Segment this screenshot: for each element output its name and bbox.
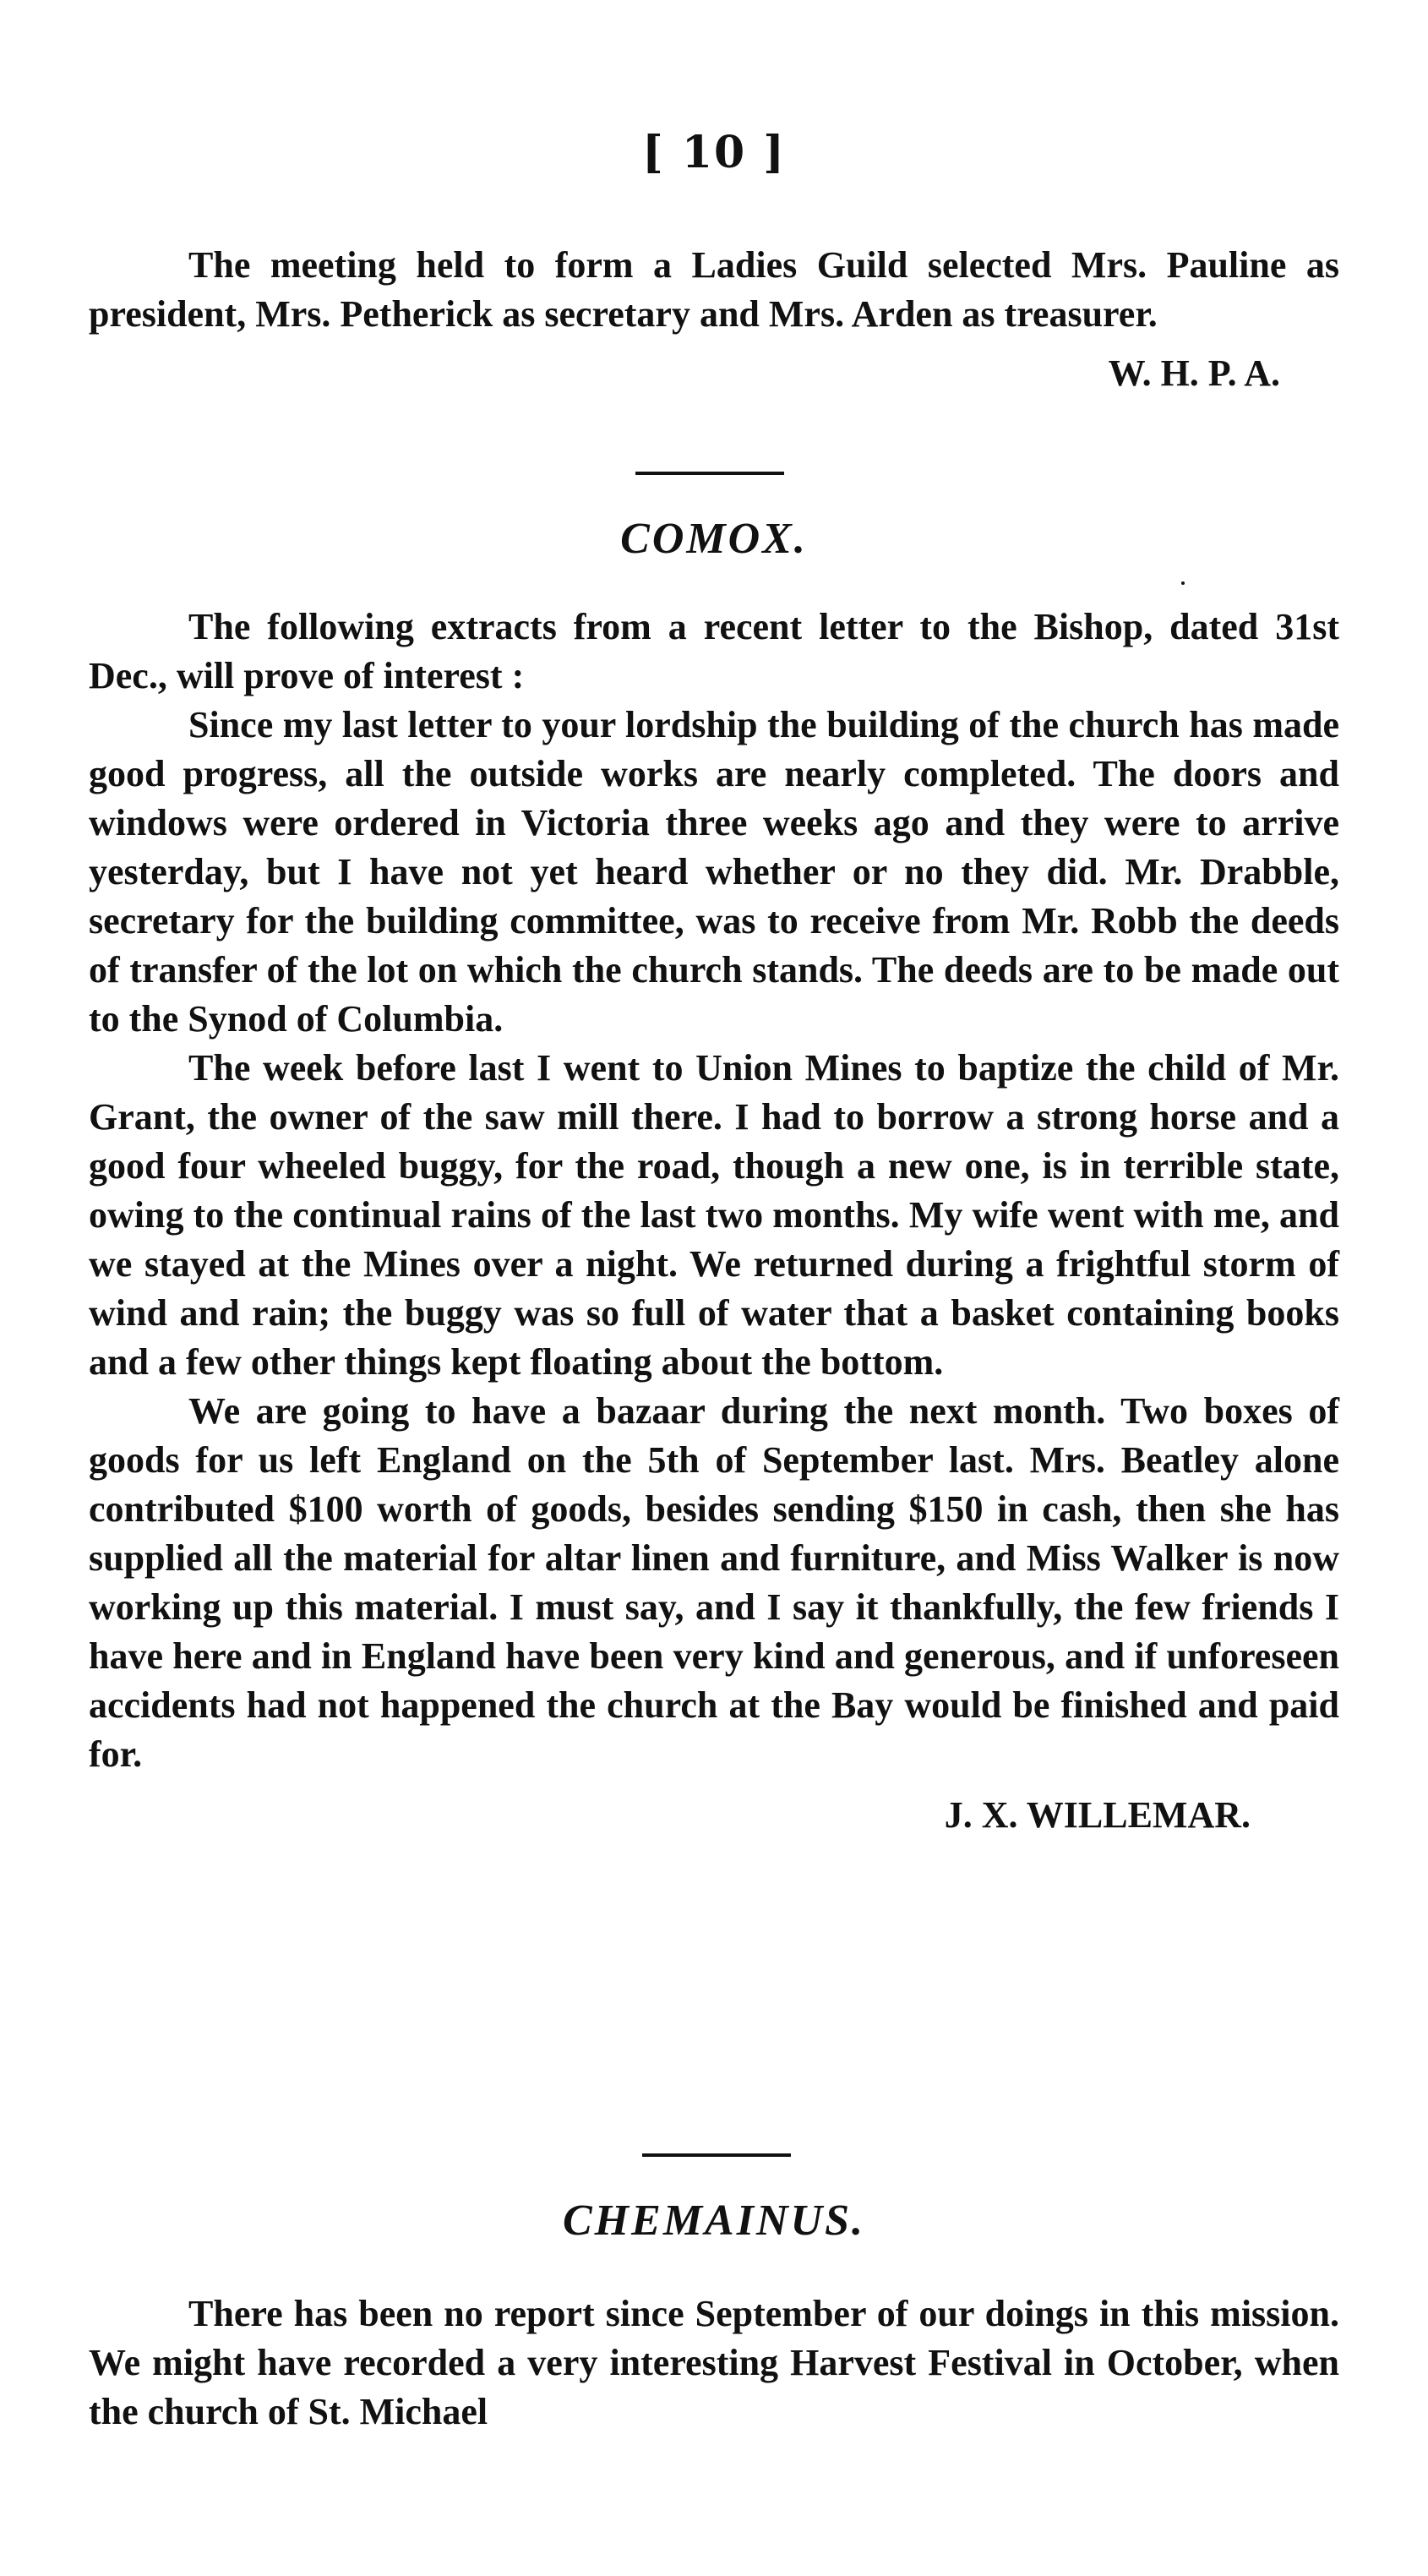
section-divider — [635, 472, 784, 475]
comox-section — [89, 514, 1339, 1840]
chemainus-heading: CHEMAINUS. — [563, 2197, 865, 2245]
comox-heading: COMOX. — [620, 515, 808, 563]
guild-paragraph: The meeting held to form a Ladies Guild selected Mrs. Pauline as president, Mrs. Petherick as secretary and Mrs. Arden as treasurer. — [89, 244, 1339, 335]
comox-paragraph-intro: The following extracts from a recent letter to the Bishop, dated 31st Dec., will prove of interest : — [89, 606, 1339, 696]
guild-signature: W. H. P. A. — [1108, 352, 1280, 394]
comox-paragraph-building: Since my last letter to your lordship the building of the church has made good progress, all the outside works are nearly completed. The doors and windows were ordered in Victoria three weeks ago and they were to arrive yesterday, but I have not yet heard whether or no they did. Mr. Drabble, secretary for the building committee, was to receive from Mr. Robb the deeds of transfer of the lot on which the church stands. The deeds are to be made out to the Synod of Columbia. — [89, 704, 1339, 1040]
guild-section — [89, 241, 1339, 398]
comox-paragraph-bazaar: We are going to have a bazaar during the next month. Two boxes of goods for us left England on the 5th of September last. Mrs. Beatley alone contributed $100 worth of goods, besides sending $150 in cash, then she has supplied all the material for altar linen and furniture, and Miss Walker is now working up this material. I must say, and I say it thankfully, the few friends I have here and in England have been very kind and generous, and if unforeseen accidents had not happened the church at the Bay would be finished and paid for. — [89, 1390, 1339, 1775]
comox-signature: J. X. WILLEMAR. — [944, 1794, 1251, 1836]
page-number: [ 10 ] — [642, 127, 786, 178]
comox-paragraph-union-mines: The week before last I went to Union Mines to baptize the child of Mr. Grant, the owner of the saw mill there. I had to borrow a strong horse and a good four wheeled buggy, for the road, though a new one, is in terrible state, owing to the continual rains of the last two months. My wife went with me, and we stayed at the Mines over a night. We returned during a frightful storm of wind and rain; the buggy was so full of water that a basket containing books and a few other things kept floating about the bottom. — [89, 1047, 1339, 1383]
ink-speck — [1181, 581, 1185, 585]
chemainus-paragraph: There has been no report since September of our doings in this mission. We might have recorded a very interesting Harvest Festival in October, when the church of St. Michael — [89, 2293, 1339, 2432]
section-divider — [642, 2153, 791, 2157]
chemainus-section — [89, 2196, 1339, 2437]
